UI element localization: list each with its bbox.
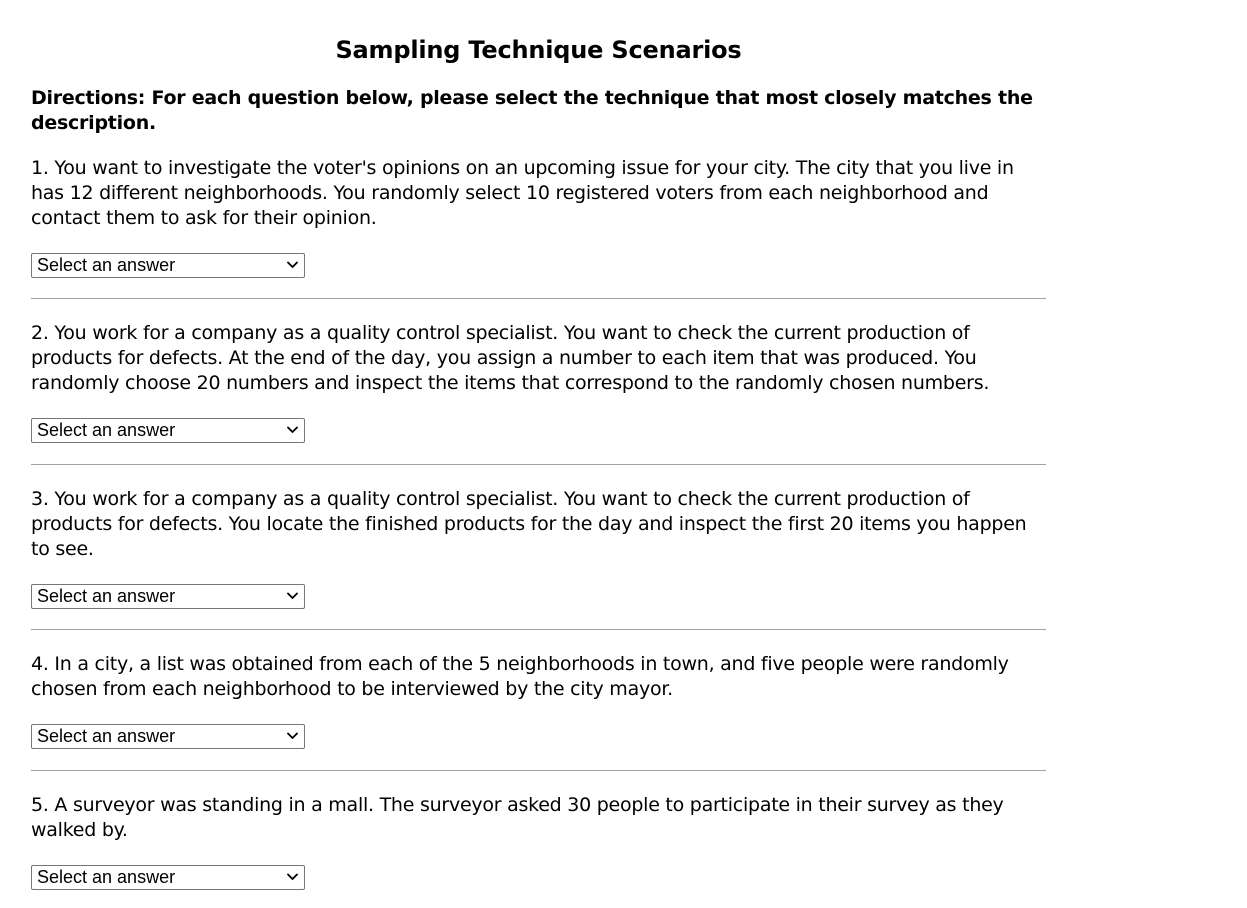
answer-select-1[interactable] [31, 253, 305, 278]
page-title: Sampling Technique Scenarios [335, 36, 742, 64]
divider [31, 770, 1046, 771]
divider [31, 464, 1046, 465]
answer-dropdown-5[interactable] [31, 865, 305, 890]
answer-dropdown-2[interactable] [31, 418, 305, 443]
question-3 [31, 487, 1046, 609]
answer-dropdown-1[interactable] [31, 253, 305, 278]
question-text: 5. A surveyor was standing in a mall. The surveyor asked 30 people to participate in their survey as they walked by. [31, 794, 1004, 841]
question-text: 3. You work for a company as a quality control specialist. You want to check the current production of products for defects. You locate the finished products for the day and inspect the first 20 items you happen to see. [31, 488, 1027, 560]
question-text: 4. In a city, a list was obtained from each of the 5 neighborhoods in town, and five people were randomly chosen from each neighborhood to be interviewed by the city mayor. [31, 653, 1009, 700]
answer-select-4[interactable] [31, 724, 305, 749]
divider [31, 298, 1046, 299]
divider [31, 629, 1046, 630]
question-text: 2. You work for a company as a quality control specialist. You want to check the current production of products for defects. At the end of the day, you assign a number to each item that was produced. You randomly choose 20 numbers and inspect the items that correspond to the randomly chosen numbers. [31, 322, 990, 394]
answer-dropdown-3[interactable] [31, 584, 305, 609]
question-5 [31, 793, 1046, 890]
question-text: 1. You want to investigate the voter's opinions on an upcoming issue for your city. The city that you live in has 12 different neighborhoods. You randomly select 10 registered voters from each neighborhood and contact them to ask for their opinion. [31, 157, 1014, 229]
answer-dropdown-4[interactable] [31, 724, 305, 749]
question-1 [31, 156, 1046, 278]
answer-select-2[interactable] [31, 418, 305, 443]
page-content [31, 0, 1046, 890]
question-2 [31, 321, 1046, 443]
question-4 [31, 652, 1046, 749]
directions-text: Directions: For each question below, please select the technique that most closely matches the description. [31, 87, 1033, 134]
answer-select-3[interactable] [31, 584, 305, 609]
answer-select-5[interactable] [31, 865, 305, 890]
